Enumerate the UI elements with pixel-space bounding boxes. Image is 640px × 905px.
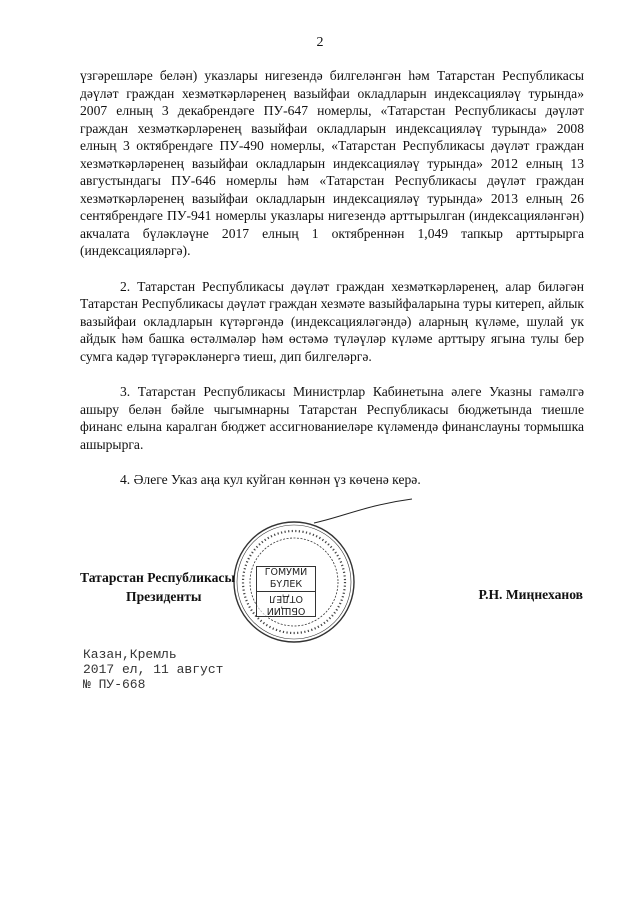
stamp-line-2: БҮЛЕК: [269, 579, 303, 590]
official-stamp: [232, 520, 356, 644]
stamp-line-4: ОБЩИЙ: [266, 605, 306, 616]
paragraph-2: 2. Татарстан Республикасы дәүләт граждан хезмәткәрләренең, алар биләгән Татарстан Республикасы дәүләт граждан хезмәте вазыйфаларына туры китереп, айлык вазыйфаи окладларын күтәргәндә (индексацияләгәндә) аларның күләме, шулай ук айдык һәм башка өстәлмәләр һәм өстәмә түләүләр күләме арттыру ягына тулы бер сумга кадәр түгәрәкләнергә тиеш, дип билгеләргә.: [80, 278, 584, 364]
signatory-title-line-1: Татарстан Республикасы: [80, 570, 236, 585]
stamp-line-1: ГОМУМИ: [264, 567, 308, 578]
signatory-title-line-2: Президенты: [126, 589, 202, 604]
registration-number: № ПУ-668: [83, 677, 146, 692]
registration-date: 2017 ел, 11 август: [83, 662, 224, 677]
document-body: [80, 67, 584, 489]
stamp-line-3: ОТДЕЛ: [269, 593, 303, 604]
stamp-label-box: [256, 566, 316, 617]
paragraph-4: 4. Әлеге Указ аңа кул куйган көннән үз көченә керә.: [120, 472, 421, 487]
signatory-title: [80, 568, 235, 606]
signature-stroke: [312, 497, 422, 527]
paragraph-3: 3. Татарстан Республикасы Министрлар Кабинетына әлеге Указны гамәлгә ашыру белән бәйле чыгымнарны Татарстан Республикасы бюджетында тиешле финанс елына каралган бюджет ассигнованиеләре күләмендә финанслауны тормышка ашырырга.: [80, 384, 584, 452]
page-number: 2: [316, 35, 324, 50]
signatory-name: Р.Н. Миңнеханов: [478, 587, 583, 602]
registration-place: Казан,Кремль: [83, 647, 177, 662]
registration-block: [83, 647, 223, 692]
paragraph-continuation: үзгәрешләре белән) указлары нигезендә билгеләнгән һәм Татарстан Республикасы дәүләт граждан хезмәткәрләренең вазыйфаи окладларын индексацияләү турында» 2007 елның 3 декабрендәге ПУ-647 номерлы, «Татарстан Республикасы дәүләт граждан хезмәткәрләренең вазыйфаи окладларын индексацияләү турында» 2008 елның 3 октябрендәге ПУ-490 номерлы, «Татарстан Республикасы дәүләт граждан хезмәткәрләренең вазыйфаи окладларын индексацияләү турында» 2012 елның 13 августындагы ПУ-646 номерлы һәм «Татарстан Республикасы дәүләт граждан хезмәткәрләренең вазыйфаи окладларын индексацияләү турында» 2013 елның 26 сентябрендәге ПУ-941 номерлы указлары нигезендә арттырылган (индексацияләнгән) акчалата бүләкләүне 2017 елның 1 октябреннән 1,049 тапкыр арттырырга (индексацияләргә).: [80, 68, 584, 258]
